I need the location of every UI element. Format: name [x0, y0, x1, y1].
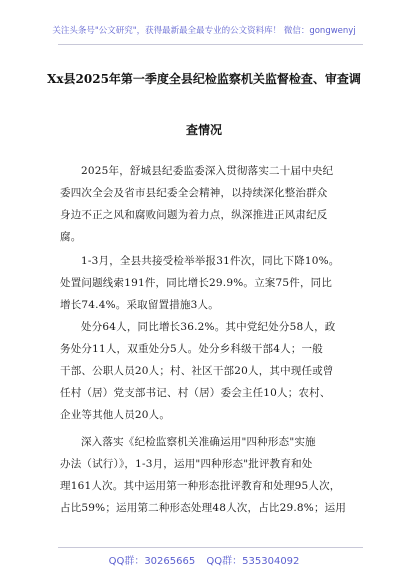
paragraph-line: 任村（居）党支部书记、村（居）委会主任10人；农村、	[60, 387, 331, 399]
paragraph-line: 1-3月，全县共接受检举举报31件次，同比下降10%。	[81, 255, 340, 267]
paragraph-reports	[60, 250, 360, 316]
paragraph-punishments	[60, 316, 360, 426]
header-banner: 关注头条号"公文研究"，获得最新最全最专业的公文资料库！ 微信：gongwenyj	[52, 26, 356, 36]
document-title-line-1: Xx县2025年第一季度全县纪检监察机关监督检查、审查调	[47, 72, 361, 86]
header-divider	[58, 44, 363, 45]
paragraph-line: 处置问题线索191件，同比增长29.9%。立案75件，同比	[60, 277, 333, 289]
paragraph-line: 身边不正之风和腐败问题为着力点，纵深推进正风肃纪反	[60, 209, 328, 221]
footer-divider	[58, 547, 363, 548]
paragraph-line: 委四次全会及省市县纪委全会精神，以持续深化整治群众	[60, 187, 328, 199]
footer-qq-group-1: QQ群：30265665	[108, 556, 196, 567]
footer-qq-group-2: QQ群：535304092	[206, 556, 300, 567]
paragraph-four-forms	[60, 431, 360, 519]
paragraph-line: 增长74.4%。采取留置措施3人。	[60, 299, 219, 311]
document-title-line-2: 查情况	[185, 123, 222, 137]
paragraph-line: 占比59%；运用第二种形态处理48人次，占比29.8%；运用	[60, 502, 347, 514]
paragraph-intro	[60, 160, 360, 248]
paragraph-line: 办法（试行）》，1-3月，运用"四种形态"批评教育和处	[60, 458, 313, 470]
paragraph-line: 处分64人，同比增长36.2%。其中党纪处分58人，政	[81, 321, 336, 333]
paragraph-line: 腐。	[60, 231, 82, 243]
paragraph-line: 2025年，舒城县纪委监委深入贯彻落实二十届中央纪	[81, 165, 334, 177]
paragraph-line: 理161人次。其中运用第一种形态批评教育和处理95人次，	[60, 480, 341, 492]
paragraph-line: 务处分11人，双重处分5人。处分乡科级干部4人；一般	[60, 343, 323, 355]
paragraph-line: 深入落实《纪检监察机关准确运用"四种形态"实施	[81, 436, 316, 448]
paragraph-line: 干部、公职人员20人；村、社区干部20人，其中现任或曾	[60, 365, 334, 377]
footer	[0, 552, 408, 567]
paragraph-line: 企业等其他人员20人。	[60, 409, 171, 421]
